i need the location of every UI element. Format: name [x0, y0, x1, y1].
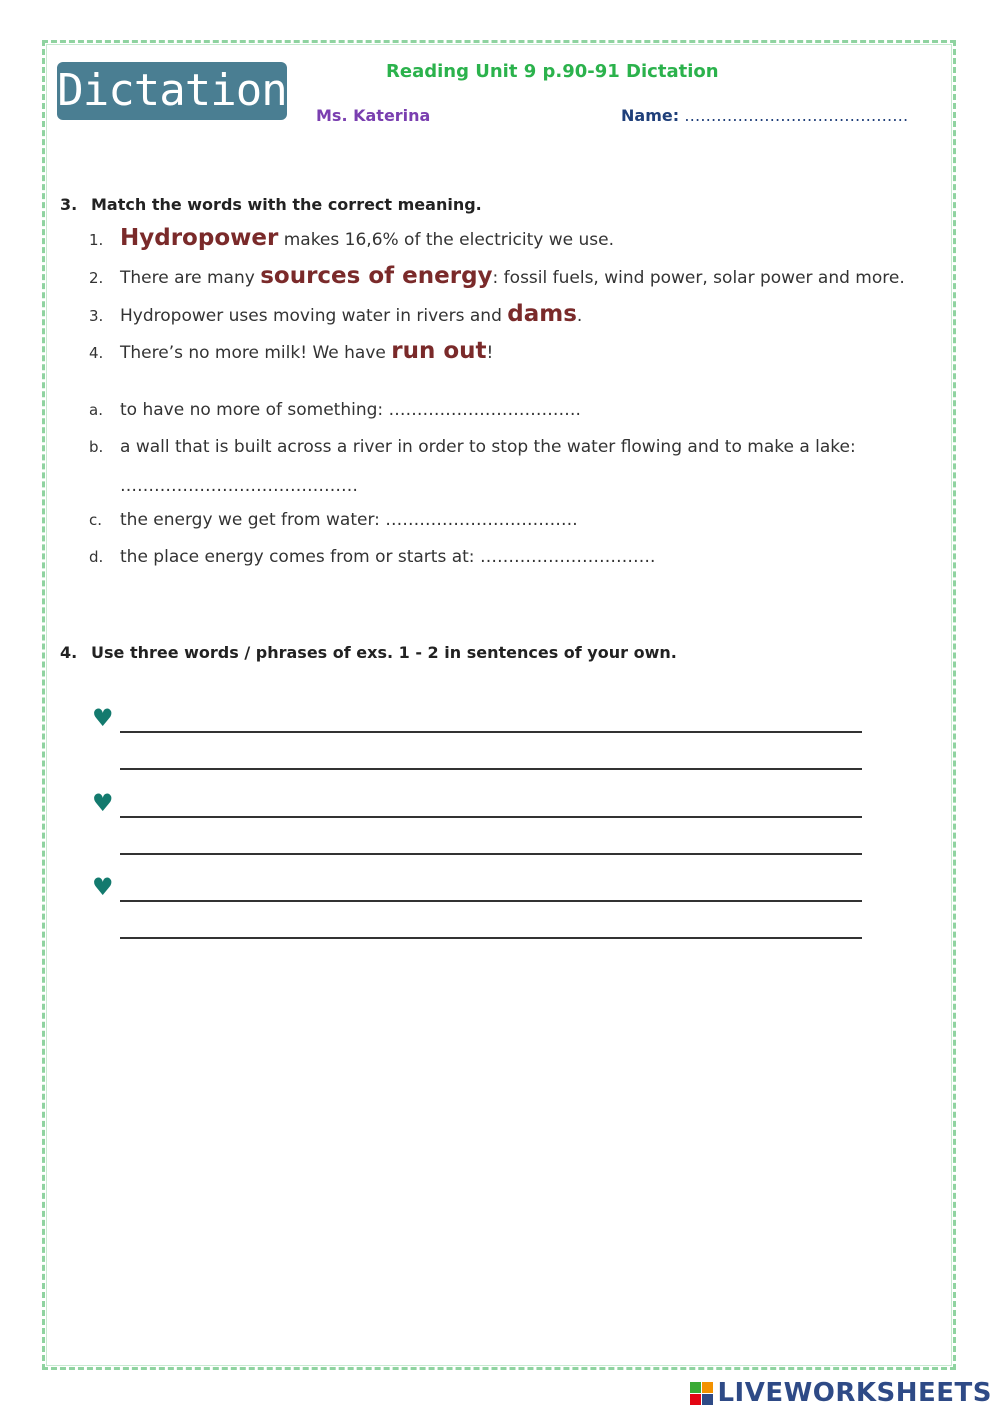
student-name-field: [621, 106, 908, 125]
meaning-c[interactable]: c. the energy we get from water: …………………………….: [89, 510, 578, 530]
meaning-d[interactable]: d. the place energy comes from or starts at: ………………………….: [89, 547, 656, 567]
sentence-number: 4.: [89, 344, 104, 362]
answer-line[interactable]: [120, 900, 862, 902]
meaning-b: b. a wall that is built across a river in order to stop the water flowing and to make a lake:: [89, 437, 856, 457]
icon-square: [702, 1382, 713, 1393]
question-4-number: 4.: [60, 643, 78, 662]
heart-bullet-icon: ♥: [92, 873, 114, 901]
teacher-name: Ms. Katerina: [316, 106, 431, 125]
question-3-number: 3.: [60, 195, 78, 214]
meaning-letter: a.: [89, 401, 103, 419]
sentence-1: 1. Hydropower makes 16,6% of the electricity we use.: [89, 225, 614, 251]
dictation-logo: [57, 62, 287, 120]
key-word: dams: [507, 301, 577, 327]
question-4-prompt: Use three words / phrases of exs. 1 - 2 in sentences of your own.: [91, 643, 677, 662]
meaning-b-blank[interactable]: ……………………………………: [120, 476, 358, 496]
answer-line[interactable]: [120, 937, 862, 939]
sentence-number: 1.: [89, 231, 104, 249]
icon-square: [690, 1394, 701, 1405]
liveworksheets-icon: [690, 1382, 713, 1405]
icon-square: [702, 1394, 713, 1405]
heart-bullet-icon: ♥: [92, 789, 114, 817]
name-blank[interactable]: ……………………………………: [684, 106, 909, 125]
sentence-4: 4. There’s no more milk! We have run out!: [89, 338, 494, 364]
name-label: Name:: [621, 106, 680, 125]
brand-name: LIVEWORKSHEETS: [717, 1378, 992, 1408]
meaning-letter: d.: [89, 548, 104, 566]
sentence-2: 2. There are many sources of energy: fossil fuels, wind power, solar power and more.: [89, 263, 905, 289]
liveworksheets-logo[interactable]: [690, 1376, 992, 1410]
key-word: run out: [391, 338, 487, 364]
sentence-number: 3.: [89, 307, 104, 325]
meaning-letter: b.: [89, 438, 104, 456]
meaning-letter: c.: [89, 511, 103, 529]
worksheet-title: Reading Unit 9 p.90-91 Dictation: [386, 61, 719, 82]
meaning-a[interactable]: a. to have no more of something: …………………………….: [89, 400, 581, 420]
question-3-prompt: Match the words with the correct meaning.: [91, 195, 482, 214]
answer-line[interactable]: [120, 816, 862, 818]
answer-line[interactable]: [120, 853, 862, 855]
logo-text: Dictation: [57, 65, 287, 116]
answer-line[interactable]: [120, 768, 862, 770]
sentence-number: 2.: [89, 269, 104, 287]
answer-line[interactable]: [120, 731, 862, 733]
sentence-3: 3. Hydropower uses moving water in rivers and dams.: [89, 301, 583, 327]
key-word: Hydropower: [120, 225, 279, 251]
key-word: sources of energy: [260, 263, 493, 289]
heart-bullet-icon: ♥: [92, 704, 114, 732]
icon-square: [690, 1382, 701, 1393]
